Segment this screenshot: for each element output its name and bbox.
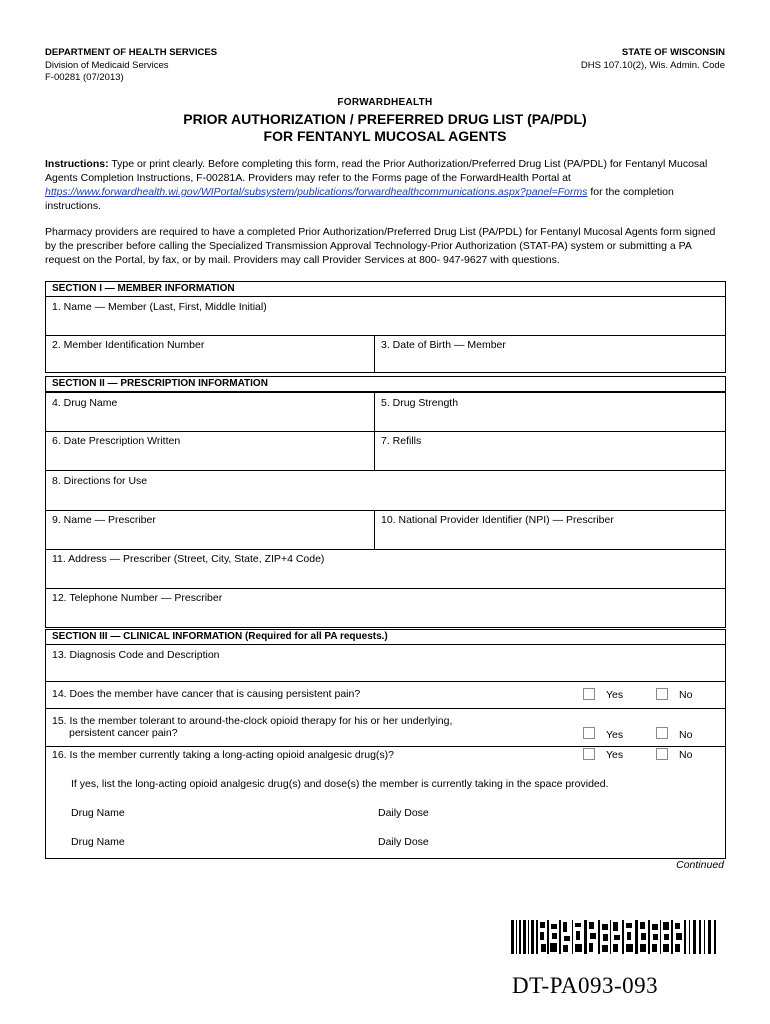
drug-strength-field[interactable]: [374, 392, 726, 432]
q15-q16-divider: [45, 746, 726, 747]
prescriber-phone-label: 12. Telephone Number — Prescriber: [52, 592, 223, 604]
q16-no-checkbox[interactable]: [656, 748, 668, 760]
header-left: [45, 47, 217, 85]
state-name: STATE OF WISCONSIN: [621, 47, 725, 58]
q15-no-label: No: [679, 729, 693, 741]
member-name-label: 1. Name — Member (Last, First, Middle Initial): [52, 301, 267, 313]
refills-field[interactable]: [374, 431, 726, 471]
question-14-row: [45, 681, 726, 709]
prescriber-npi-label: 10. National Provider Identifier (NPI) — Prescriber: [381, 514, 614, 526]
q14-no-label: No: [679, 689, 693, 701]
form-title-line1: PRIOR AUTHORIZATION / PREFERRED DRUG LIST (PA/PDL): [183, 111, 587, 127]
form-number: F-00281 (07/2013): [45, 72, 124, 83]
q14-yes-checkbox[interactable]: [583, 688, 595, 700]
q14-no-checkbox[interactable]: [656, 688, 668, 700]
continued-label: Continued: [676, 859, 724, 871]
drug-name-1-label: Drug Name: [71, 807, 125, 819]
header-right: [581, 47, 725, 72]
instructions-text: Type or print clearly. Before completing this form, read the Prior Authorization/Preferred Drug List (PA/PDL) for Fentanyl Mucosal Agents Completion Instructions, F-00281A. Providers may refer to the Forms page of the ForwardHealth Portal at: [45, 158, 708, 184]
member-id-label: 2. Member Identification Number: [52, 339, 205, 351]
provider-paragraph: Pharmacy providers are required to have a completed Prior Authorization/Preferred Drug List (PA/PDL) for Fentanyl Mucosal Agents form signed by the prescriber before calling the Specialized Transmission Approval Technology-Prior Authorization (STAT-PA) system or submitting a PA request on the Portal, by fax, or by mail. Providers may call Provider Services at 800- 947-9627 with questions.: [45, 226, 716, 266]
question-15-text: [52, 715, 452, 739]
section2-header: SECTION II — PRESCRIPTION INFORMATION: [45, 376, 726, 392]
date-written-label: 6. Date Prescription Written: [52, 435, 181, 447]
form-title-line2: FOR FENTANYL MUCOSAL AGENTS: [263, 128, 507, 144]
prescriber-phone-field[interactable]: [45, 588, 726, 628]
section3-header: SECTION III — CLINICAL INFORMATION (Required for all PA requests.): [45, 629, 726, 645]
instructions-label: Instructions:: [45, 158, 109, 170]
q16-yes-label: Yes: [606, 749, 624, 761]
department-name: DEPARTMENT OF HEALTH SERVICES: [45, 47, 218, 58]
division-name: Division of Medicaid Services: [45, 59, 169, 71]
q15-yes-checkbox[interactable]: [583, 727, 595, 739]
q15-no-checkbox[interactable]: [656, 727, 668, 739]
question-16-text: 16. Is the member currently taking a long-acting opioid analgesic drug(s)?: [52, 749, 395, 761]
member-id-field[interactable]: [45, 335, 375, 373]
drug-name-field[interactable]: [45, 392, 375, 432]
member-name-field[interactable]: [45, 296, 726, 336]
section1-header: SECTION I — MEMBER INFORMATION: [45, 281, 726, 297]
forwardhealth-label: FORWARDHEALTH: [337, 97, 433, 108]
q14-yes-label: Yes: [606, 689, 624, 701]
questions-15-16-block: [45, 708, 726, 859]
refills-label: 7. Refills: [381, 435, 422, 447]
drug-strength-label: 5. Drug Strength: [381, 397, 459, 409]
question-15-line1: 15. Is the member tolerant to around-the-clock opioid therapy for his or her underlying,: [52, 715, 453, 727]
daily-dose-1-label: Daily Dose: [378, 807, 429, 819]
barcode-icon: [511, 920, 719, 954]
prescriber-npi-field[interactable]: [374, 510, 726, 550]
question-15-line2: persistent cancer pain?: [69, 727, 178, 739]
daily-dose-2-label: Daily Dose: [378, 836, 429, 848]
if-yes-instruction: If yes, list the long-acting opioid analgesic drug(s) and dose(s) the member is currently taking in the space provided.: [71, 778, 609, 790]
prescriber-address-label: 11. Address — Prescriber (Street, City, State, ZIP+4 Code): [52, 553, 325, 565]
diagnosis-field[interactable]: [45, 644, 726, 682]
document-id: DT-PA093-093: [512, 973, 659, 998]
prescriber-name-label: 9. Name — Prescriber: [52, 514, 156, 526]
drug-name-2-label: Drug Name: [71, 836, 125, 848]
directions-label: 8. Directions for Use: [52, 475, 148, 487]
admin-code: DHS 107.10(2), Wis. Admin. Code: [580, 59, 725, 71]
question-14-text: 14. Does the member have cancer that is causing persistent pain?: [52, 688, 361, 700]
q16-yes-checkbox[interactable]: [583, 748, 595, 760]
member-dob-label: 3. Date of Birth — Member: [381, 339, 506, 351]
instructions-paragraph: [45, 157, 727, 213]
form-title: [0, 111, 770, 145]
prescriber-name-field[interactable]: [45, 510, 375, 550]
directions-field[interactable]: [45, 470, 726, 511]
diagnosis-label: 13. Diagnosis Code and Description: [52, 649, 220, 661]
forms-link[interactable]: https://www.forwardhealth.wi.gov/WIPortal/subsystem/publications/forwardhealthcommunications.aspx?panel=Forms: [45, 186, 588, 198]
date-written-field[interactable]: [45, 431, 375, 471]
q15-yes-label: Yes: [606, 729, 624, 741]
member-dob-field[interactable]: [374, 335, 726, 373]
instructions-text-end: for the completion instructions.: [45, 186, 674, 212]
drug-name-label: 4. Drug Name: [52, 397, 118, 409]
q16-no-label: No: [679, 749, 693, 761]
prescriber-address-field[interactable]: [45, 549, 726, 589]
barcode-bars: [511, 920, 716, 954]
